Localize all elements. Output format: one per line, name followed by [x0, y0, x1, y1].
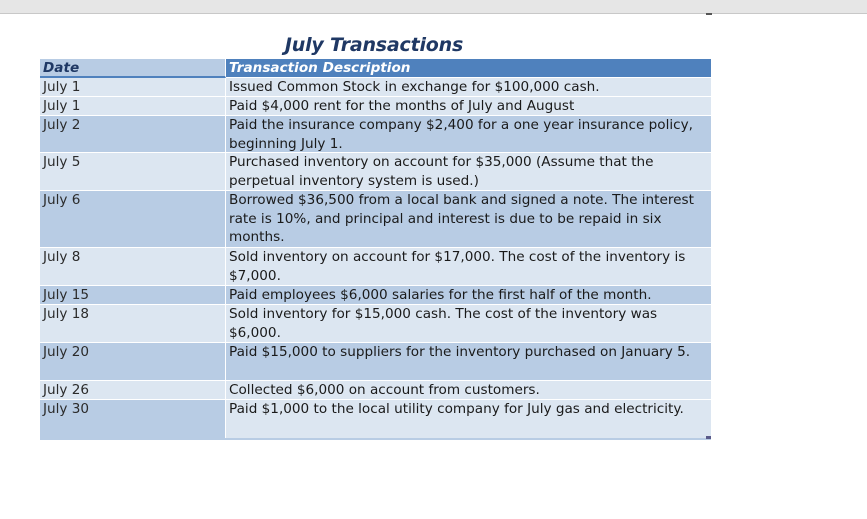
table-cell-description[interactable]: Paid employees $6,000 salaries for the first half of the month.: [226, 286, 711, 305]
table-grid: [40, 59, 711, 438]
table-cell-date[interactable]: July 1: [40, 97, 226, 116]
table-cell-date[interactable]: July 15: [40, 286, 226, 305]
table-cell-description[interactable]: Paid $4,000 rent for the months of July and August: [226, 97, 711, 116]
table-cell-description[interactable]: Paid $15,000 to suppliers for the inventory purchased on January 5.: [226, 343, 711, 381]
table-cell-description[interactable]: Sold inventory for $15,000 cash. The cost of the inventory was $6,000.: [226, 305, 711, 343]
table-cell-description[interactable]: Collected $6,000 on account from customers.: [226, 381, 711, 400]
page-title: July Transactions: [284, 34, 464, 56]
window-top-bar: [0, 0, 867, 14]
table-cell-description[interactable]: Paid the insurance company $2,400 for a one year insurance policy, beginning July 1.: [226, 116, 711, 153]
header-description[interactable]: Transaction Description: [226, 59, 711, 78]
table-cell-date[interactable]: July 30: [40, 400, 226, 438]
table-cell-date[interactable]: July 1: [40, 78, 226, 97]
table-cell-description[interactable]: Purchased inventory on account for $35,000 (Assume that the perpetual inventory system is used.): [226, 153, 711, 191]
table-cell-date[interactable]: July 5: [40, 153, 226, 191]
table-cell-date[interactable]: July 6: [40, 191, 226, 248]
header-date[interactable]: Date: [40, 59, 226, 78]
table-cell-description[interactable]: Sold inventory on account for $17,000. The cost of the inventory is $7,000.: [226, 248, 711, 286]
table-cell-date[interactable]: July 20: [40, 343, 226, 381]
table-cell-description[interactable]: Issued Common Stock in exchange for $100,000 cash.: [226, 78, 711, 97]
scroll-marker: [706, 13, 712, 15]
table-cell-date[interactable]: July 26: [40, 381, 226, 400]
table-cell-description[interactable]: Paid $1,000 to the local utility company for July gas and electricity.: [226, 400, 711, 438]
table-resize-handle[interactable]: [706, 436, 711, 439]
table-cell-date[interactable]: July 18: [40, 305, 226, 343]
table-cell-description[interactable]: Borrowed $36,500 from a local bank and signed a note. The interest rate is 10%, and principal and interest is due to be repaid in six months.: [226, 191, 711, 248]
transactions-table[interactable]: [40, 59, 711, 440]
table-cell-date[interactable]: July 2: [40, 116, 226, 153]
table-cell-date[interactable]: July 8: [40, 248, 226, 286]
